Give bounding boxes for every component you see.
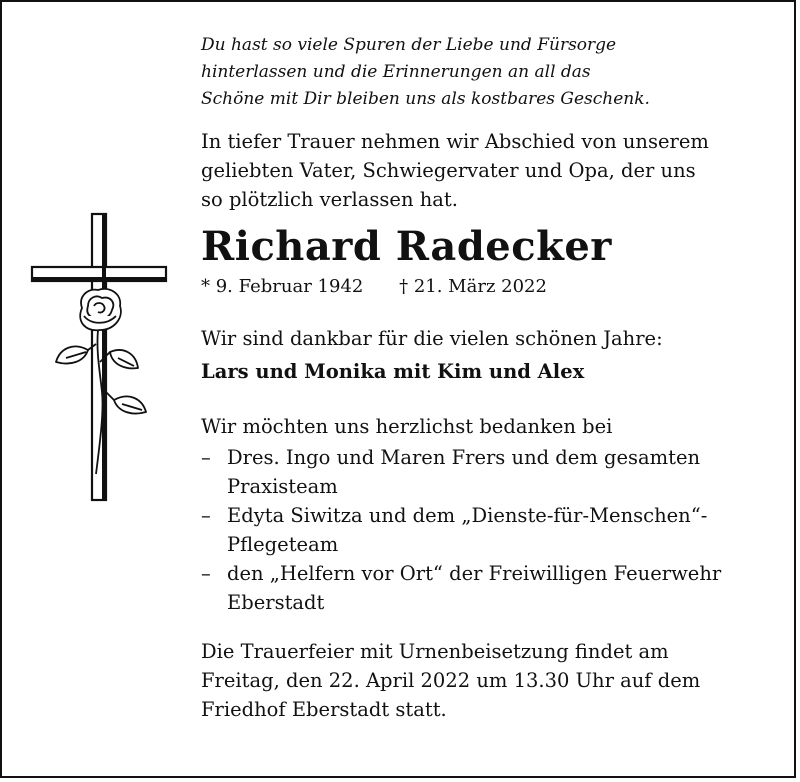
- thanks-list: [201, 443, 781, 617]
- birth-date: * 9. Februar 1942: [201, 276, 364, 297]
- funeral-details: Die Trauerfeier mit Urnenbeisetzung findet am Freitag, den 22. April 2022 um 13.30 Uhr auf dem Friedhof Eberstadt statt.: [201, 640, 701, 721]
- cross-with-rose-icon: [30, 212, 170, 502]
- list-item: – Edyta Siwitza und dem „Dienste-für-Menschen“- Pflegeteam: [201, 504, 708, 556]
- family-names: Lars und Monika mit Kim und Alex: [201, 360, 585, 383]
- life-dates: [201, 274, 781, 300]
- memorial-verse: Du hast so viele Spuren der Liebe und Fürsorge hinterlassen und die Erinnerungen an all das Schöne mit Dir bleiben uns als kostbares Geschenk.: [201, 35, 650, 109]
- death-date: † 21. März 2022: [399, 276, 547, 297]
- list-item: – Dres. Ingo und Maren Frers und dem gesamten Praxisteam: [201, 446, 701, 498]
- deceased-name: Richard Radecker: [201, 223, 612, 270]
- gratitude-text: Wir sind dankbar für die vielen schönen Jahre:: [201, 327, 663, 350]
- thanks-intro: Wir möchten uns herzlichst bedanken bei: [201, 415, 613, 438]
- notice-text-column: [201, 32, 781, 724]
- mourning-intro: In tiefer Trauer nehmen wir Abschied von unserem geliebten Vater, Schwiegervater und Opa, der uns so plötzlich verlassen hat.: [201, 130, 709, 211]
- list-item: – den „Helfern vor Ort“ der Freiwilligen Feuerwehr Eberstadt: [201, 562, 722, 614]
